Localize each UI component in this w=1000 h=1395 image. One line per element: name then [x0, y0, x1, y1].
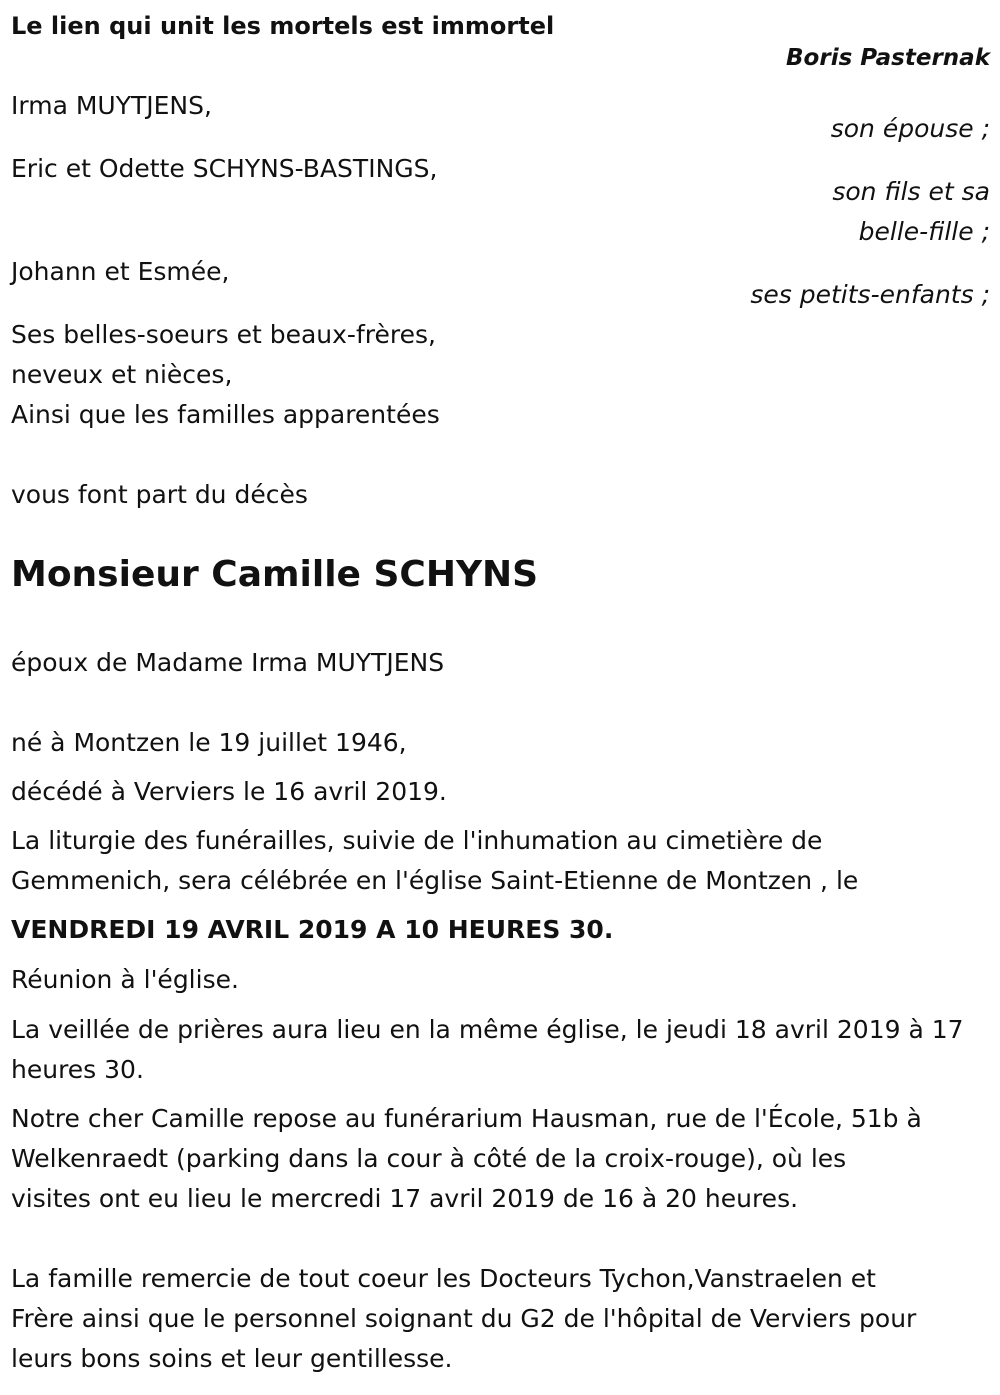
deceased-name: Monsieur Camille SCHYNS — [11, 554, 539, 595]
family-member-name: Irma MUYTJENS, — [11, 91, 212, 120]
family-member-name: Eric et Odette SCHYNS-BASTINGS, — [11, 154, 438, 183]
repose-line: Welkenraedt (parking dans la cour à côté de la croix-rouge), où les — [11, 1144, 847, 1173]
quote-text: Le lien qui unit les mortels est immortel — [11, 12, 555, 40]
thanks-line: La famille remercie de tout coeur les Docteurs Tychon,Vanstraelen et — [11, 1264, 876, 1293]
death-line: décédé à Verviers le 16 avril 2019. — [11, 777, 447, 806]
family-member-relation: ses petits-enfants ; — [750, 280, 990, 309]
liturgy-line: Gemmenich, sera célébrée en l'église Saint-Etienne de Montzen , le — [11, 866, 859, 895]
meeting-line: Réunion à l'église. — [11, 965, 239, 994]
quote-author: Boris Pasternak — [786, 45, 990, 71]
spouse-line: époux de Madame Irma MUYTJENS — [11, 648, 445, 677]
family-member-relation: son épouse ; — [830, 114, 990, 143]
birth-line: né à Montzen le 19 juillet 1946, — [11, 728, 407, 757]
thanks-line: Frère ainsi que le personnel soignant du G2 de l'hôpital de Verviers pour — [11, 1304, 917, 1333]
family-member-relation: son fils et sa — [832, 177, 990, 206]
other-relatives-line: Ainsi que les familles apparentées — [11, 400, 440, 429]
family-member-name: Johann et Esmée, — [11, 257, 230, 286]
other-relatives-line: neveux et nièces, — [11, 360, 233, 389]
announcement-text: vous font part du décès — [11, 480, 308, 509]
liturgy-line: La liturgie des funérailles, suivie de l'inhumation au cimetière de — [11, 826, 823, 855]
vigil-line: heures 30. — [11, 1055, 144, 1084]
vigil-line: La veillée de prières aura lieu en la même église, le jeudi 18 avril 2019 à 17 — [11, 1015, 964, 1044]
other-relatives-line: Ses belles-soeurs et beaux-frères, — [11, 320, 436, 349]
family-member-relation: belle-fille ; — [858, 217, 990, 246]
repose-line: Notre cher Camille repose au funérarium Hausman, rue de l'École, 51b à — [11, 1104, 922, 1133]
thanks-line: leurs bons soins et leur gentillesse. — [11, 1344, 453, 1373]
funeral-date-time: VENDREDI 19 AVRIL 2019 A 10 HEURES 30. — [11, 915, 614, 944]
repose-line: visites ont eu lieu le mercredi 17 avril 2019 de 16 à 20 heures. — [11, 1184, 799, 1213]
